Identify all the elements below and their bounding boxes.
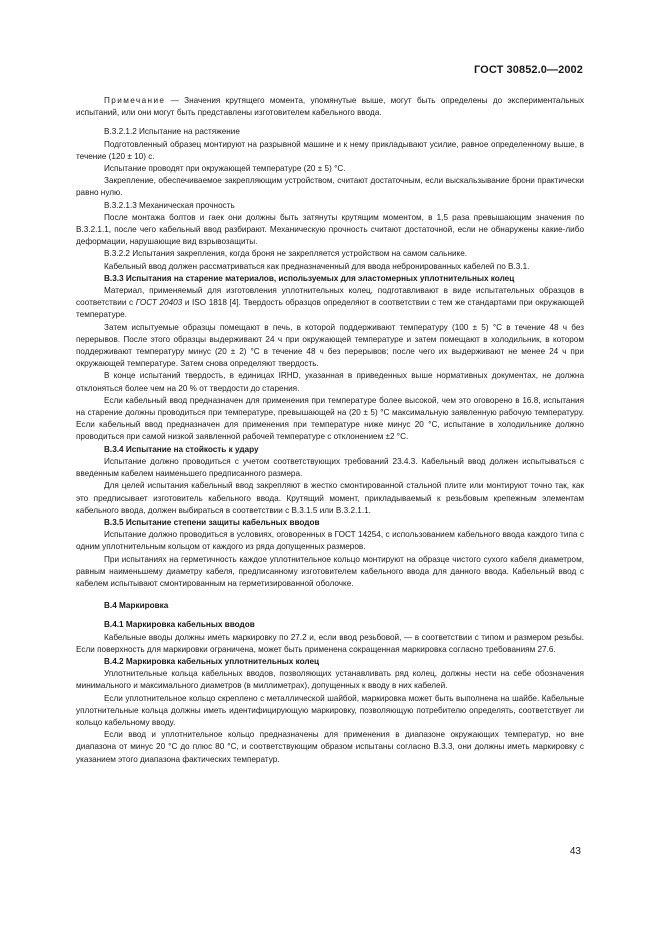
paragraph: Материал, применяемый для изготовления уплотнительных колец, подготавливают в виде испытательных образцов в соответствии с ГОСТ 20403 и ISO 1818 [4]. Твердость образцов определяют в соответствии с тем же стандартами при окружающей температуре.	[76, 286, 585, 320]
section-title-b41: В.4.1 Маркировка кабельных вводов	[104, 620, 255, 630]
section-title-b42: В.4.2 Маркировка кабельных уплотнительных колец	[104, 656, 320, 666]
paragraph: Если ввод и уплотнительное кольцо предназначены для применения в диапазоне окружающих температур, но вне диапазона от минус 20 °С до плюс 80 °С, и соответствующим образом испытаны согласно В.3.3, они должны иметь маркировку с указанием этого диапазона фактических температур.	[76, 730, 584, 764]
paragraph: Кабельный ввод должен рассматриваться как предназначенный для ввода небронированных кабелей по В.3.1.	[104, 261, 530, 271]
section-title-b3222: В.3.2.2 Испытания закрепления, когда броня не закрепляется устройством на самом сальнике.	[104, 249, 468, 259]
paragraph: Кабельные вводы должны иметь маркировку по 27.2 и, если ввод резьбовой, — в соответствии с типом и размером резьбы. Если поверхность для маркировки ограничена, может быть применена сокращенная маркировка согласно требованиям 27.6.	[76, 632, 584, 654]
section-title-b32112: В.3.2.1.2 Испытание на растяжение	[104, 127, 240, 137]
paragraph: Уплотнительные кольца кабельных вводов, позволяющих устанавливать ряд колец, должны нести на себе обозначения минимального и максимального диаметров (в миллиметрах), допущенных к вводу в них кабелей.	[76, 669, 584, 691]
paragraph: В конце испытаний твердость, в единицах IRHD, указанная в приведенных выше нормативных документах, не должна отклоняться более чем на 20 % от твердости до старения.	[76, 371, 584, 393]
paragraph: Затем испытуемые образцы помещают в печь, в которой поддерживают температуру (100 ± 5) °С в течение 48 ч без перерывов. После этого образцы выдерживают 24 ч при окружающей температуре и затем помещают в холодильник, в котором поддерживают температуру минус (20 ± 2) °С в течение 48 ч без перерывов; после чего их выдерживают не менее 24 ч при окружающей температуре. Затем снова определяют твердость.	[76, 322, 584, 369]
paragraph: Испытание должно проводиться в условиях, оговоренных в ГОСТ 14254, с использованием кабельного ввода каждого типа с одним уплотнительным кольцом от каждого из ряда допущенных размеров.	[76, 530, 584, 552]
paragraph: Подготовленный образец монтируют на разрывной машине и к нему прикладывают усилие, равное определенному выше, в течение (120 ± 10) с.	[76, 139, 584, 161]
section-title-b32113: В.3.2.1.3 Механическая прочность	[104, 200, 235, 210]
paragraph: Если уплотнительное кольцо скреплено с металлической шайбой, маркировка может быть выполнена на шайбе. Кабельные уплотнительные кольца должны иметь идентифицирующую маркировку, позволяющую потребителю определять, соответствует ли кольцо кабельному вводу.	[76, 693, 584, 727]
paragraph: Испытание проводят при окружающей температуре (20 ± 5) °С.	[104, 164, 346, 174]
page-content	[76, 95, 584, 766]
paragraph: Испытание должно проводиться с учетом соответствующих требований 23.4.3. Кабельный ввод должен испытываться с введенным кабелем наименьшего предписанного размера.	[76, 456, 584, 479]
paragraph: При испытаниях на герметичность каждое уплотнительное кольцо монтируют на образце чистого сухого кабеля диаметром, равным наименьшему диаметру кабеля, предписанному изготовителем кабельного ввода для данного ввода. Кабельный ввод с кабелем испытывают смонтированным на герметизированной оболочке.	[76, 554, 584, 588]
section-title-b335: В.3.5 Испытание степени защиты кабельных вводов	[104, 517, 320, 527]
note-paragraph	[76, 95, 584, 119]
page-number: 43	[569, 846, 581, 857]
paragraph: Закрепление, обеспечиваемое закрепляющим устройством, считают достаточным, если выскальзывание брони практически равно нулю.	[76, 176, 584, 198]
paragraph: Для целей испытания кабельный ввод закрепляют в жестко смонтированной стальной плите или монтируют точно так, как это предписывает изготовитель кабельного ввода. Крутящий момент, прикладываемый к резьбовым крепежным элементам кабельного ввода, должен выбираться в соответствии с В.3.1.5 или В.3.2.1.1.	[76, 481, 584, 515]
section-title-b333: В.3.3 Испытания на старение материалов, используемых для эластомерных уплотнительных колец	[104, 273, 515, 283]
note-label: Примечание	[104, 96, 166, 105]
section-title-b4: В.4 Маркировка	[104, 601, 169, 611]
note-text: — Значения крутящего момента, упомянутые выше, могут быть определены до экспериментальных испытаний, или они могут быть представлены изготовителем кабельного ввода.	[76, 96, 584, 118]
standard-reference: ГОСТ 20403	[135, 298, 183, 308]
section-title-b334: В.3.4 Испытание на стойкость к удару	[104, 444, 259, 454]
paragraph: После монтажа болтов и гаек они должны быть затянуты крутящим моментом, в 1,5 раза превышающим значения по В.3.2.1.1, после чего кабельный ввод разбирают. Механическую прочность считают достаточной, если не обнаружены какие-либо деформации, нарушающие вид взрывозащиты.	[76, 212, 584, 247]
document-code: ГОСТ 30852.0—2002	[473, 64, 583, 76]
paragraph: Если кабельный ввод предназначен для применения при температуре более высокой, чем это оговорено в 16.8, испытания на старение должны проводиться при температуре, превышающей на (20 ± 5) °С максимальную заявленную рабочую температуру. Если кабельный ввод предназначен для применения при температуре ниже минус 20 °С, испытание в холодильнике должно проводиться при самой низкой заявленной рабочей температуре с отклонением ±2 °С.	[76, 395, 584, 442]
